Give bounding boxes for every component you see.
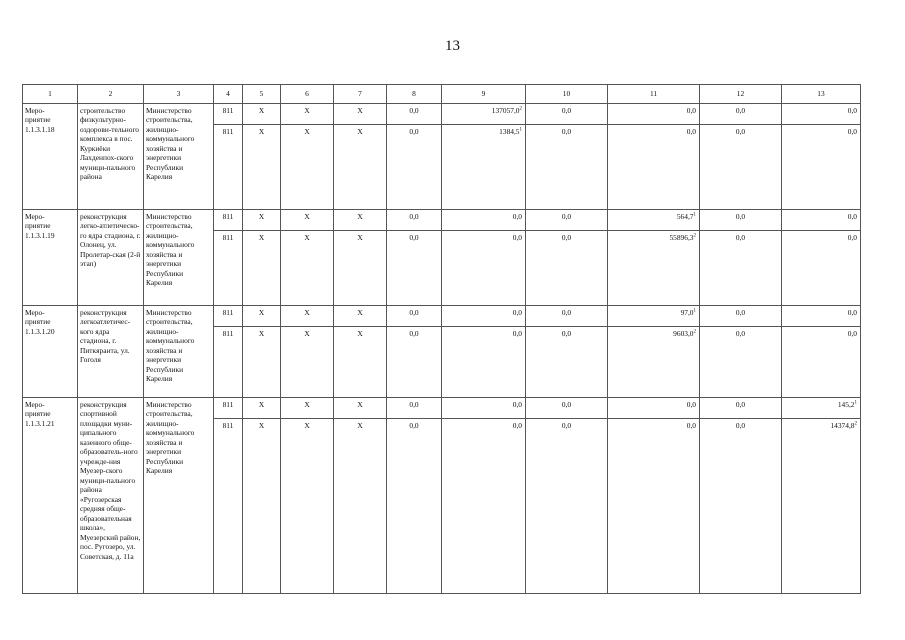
value-cell	[782, 306, 861, 327]
value-cell	[782, 125, 861, 210]
cell-value: 0,0	[561, 421, 572, 430]
x-cell	[281, 327, 334, 398]
cell-value: 0,0	[512, 308, 522, 317]
column-header: 1	[23, 85, 78, 104]
cell-value: 0,0	[735, 233, 746, 242]
cell-value: Х	[304, 400, 310, 409]
x-cell	[281, 306, 334, 327]
column-header: 10	[526, 85, 608, 104]
x-cell	[281, 398, 334, 419]
column-header: 11	[608, 85, 700, 104]
value-cell	[700, 306, 782, 327]
code-cell	[214, 210, 243, 231]
cell-value: Х	[258, 127, 265, 136]
cell-value: 0,0	[847, 329, 857, 338]
value-cell	[608, 306, 700, 327]
cell-value: Х	[304, 212, 310, 221]
column-header: 5	[243, 85, 281, 104]
cell-value: 564,7	[676, 212, 694, 221]
column-header: 6	[281, 85, 334, 104]
value-cell	[782, 419, 861, 594]
cell-value: 0,0	[409, 400, 419, 409]
column-header: 9	[442, 85, 526, 104]
value-cell	[782, 104, 861, 125]
object-cell: строительство физкультурно-оздорови-тельного комплекса в пос. Куркиёки Лахденпох-ского муници-пального района	[78, 104, 144, 210]
value-cell	[526, 104, 608, 125]
cell-value: 811	[222, 308, 234, 317]
cell-value: 0,0	[409, 127, 419, 136]
value-cell	[608, 104, 700, 125]
x-cell	[281, 231, 334, 306]
executor-cell: Министерство строительства, жилищно-коммунального хозяйства и энергетики Республики Карелия	[144, 398, 214, 594]
value-cell	[387, 327, 442, 398]
value-cell	[387, 210, 442, 231]
footnote-mark: 2	[693, 329, 696, 335]
value-cell	[526, 231, 608, 306]
footnote-mark: 1	[693, 308, 696, 314]
value-cell	[700, 419, 782, 594]
x-cell	[281, 125, 334, 210]
x-cell	[243, 125, 281, 210]
cell-value: 55896,3	[669, 233, 694, 242]
value-cell	[442, 231, 526, 306]
value-cell	[700, 231, 782, 306]
cell-value: Х	[258, 233, 265, 242]
cell-value: Х	[304, 421, 310, 430]
value-cell	[442, 104, 526, 125]
cell-value: Х	[258, 421, 265, 430]
value-cell	[387, 419, 442, 594]
footnote-mark: 2	[854, 421, 857, 427]
cell-value: 0,0	[561, 233, 572, 242]
value-cell	[526, 125, 608, 210]
cell-value: 0,0	[847, 127, 857, 136]
measure-cell: Меро- приятие 1.1.3.1.18	[23, 104, 78, 210]
cell-value: Х	[258, 400, 265, 409]
executor-cell: Министерство строительства, жилищно-коммунального хозяйства и энергетики Республики Карелия	[144, 104, 214, 210]
cell-value: Х	[357, 212, 363, 221]
executor-cell: Министерство строительства, жилищно-коммунального хозяйства и энергетики Республики Карелия	[144, 210, 214, 306]
value-cell	[700, 398, 782, 419]
cell-value: 0,0	[686, 400, 696, 409]
value-cell	[700, 104, 782, 125]
column-header: 4	[214, 85, 243, 104]
measure-cell: Меро- приятие 1.1.3.1.20	[23, 306, 78, 398]
column-number-row	[23, 85, 861, 104]
footnote-mark: 2	[519, 106, 522, 112]
value-cell	[387, 231, 442, 306]
table-row	[23, 104, 861, 125]
value-cell	[442, 210, 526, 231]
cell-value: 0,0	[409, 233, 419, 242]
value-cell	[442, 306, 526, 327]
cell-value: 0,0	[847, 212, 857, 221]
x-cell	[281, 210, 334, 231]
cell-value: 0,0	[735, 329, 746, 338]
value-cell	[782, 210, 861, 231]
cell-value: Х	[304, 233, 310, 242]
x-cell	[243, 327, 281, 398]
footnote-mark: 1	[519, 127, 522, 133]
value-cell	[700, 327, 782, 398]
code-cell	[214, 398, 243, 419]
cell-value: 0,0	[735, 308, 746, 317]
measure-cell: Меро- приятие 1.1.3.1.21	[23, 398, 78, 594]
object-cell: реконструкция спортивной площадки муни-ципального казенного обще-образователь-ного учрежде-ния Муезер-ского муници-пального района «Ругозерская средняя обще-образовательная школа», Муезерский район, пос. Ругозеро, ул. Советская, д. 11а	[78, 398, 144, 594]
cell-value: 0,0	[409, 421, 419, 430]
cell-value: 811	[222, 400, 234, 409]
cell-value: 0,0	[735, 127, 746, 136]
cell-value: Х	[258, 106, 265, 115]
cell-value: 0,0	[409, 212, 419, 221]
cell-value: 0,0	[686, 421, 696, 430]
cell-value: 0,0	[561, 212, 572, 221]
cell-value: Х	[357, 127, 363, 136]
cell-value: 0,0	[735, 212, 746, 221]
value-cell	[442, 419, 526, 594]
executor-cell: Министерство строительства, жилищно-коммунального хозяйства и энергетики Республики Карелия	[144, 306, 214, 398]
x-cell	[334, 125, 387, 210]
cell-value: Х	[357, 421, 363, 430]
cell-value: 811	[222, 106, 234, 115]
column-header: 8	[387, 85, 442, 104]
cell-value: 0,0	[512, 233, 522, 242]
table-row	[23, 210, 861, 231]
cell-value: Х	[304, 308, 310, 317]
value-cell	[782, 327, 861, 398]
x-cell	[334, 104, 387, 125]
cell-value: 0,0	[847, 308, 857, 317]
x-cell	[281, 419, 334, 594]
code-cell	[214, 327, 243, 398]
column-header: 12	[700, 85, 782, 104]
value-cell	[387, 398, 442, 419]
cell-value: 97,0	[680, 308, 694, 317]
column-header: 13	[782, 85, 861, 104]
table-row	[23, 306, 861, 327]
page-number: 13	[445, 38, 460, 54]
cell-value: 0,0	[686, 127, 696, 136]
object-cell: реконструкция легкоатлетичес-кого ядра стадиона, г. Питкяранта, ул. Гоголя	[78, 306, 144, 398]
x-cell	[243, 104, 281, 125]
cell-value: Х	[258, 308, 265, 317]
value-cell	[608, 327, 700, 398]
cell-value: Х	[357, 329, 363, 338]
object-cell: реконструкция легко-атлетическо-го ядра стадиона, г. Олонец, ул. Пролетар-ская (2-й этап)	[78, 210, 144, 306]
x-cell	[334, 419, 387, 594]
cell-value: Х	[304, 127, 310, 136]
x-cell	[334, 231, 387, 306]
x-cell	[243, 306, 281, 327]
value-cell	[387, 104, 442, 125]
value-cell	[387, 125, 442, 210]
cell-value: Х	[357, 106, 363, 115]
code-cell	[214, 125, 243, 210]
column-header: 3	[144, 85, 214, 104]
cell-value: Х	[357, 233, 363, 242]
cell-value: 811	[222, 421, 234, 430]
cell-value: 0,0	[686, 106, 696, 115]
code-cell	[214, 306, 243, 327]
cell-value: Х	[258, 212, 265, 221]
cell-value: 1384,5	[499, 127, 520, 136]
cell-value: 0,0	[512, 212, 522, 221]
value-cell	[526, 327, 608, 398]
value-cell	[526, 306, 608, 327]
cell-value: 0,0	[512, 421, 522, 430]
x-cell	[281, 104, 334, 125]
cell-value: 811	[222, 212, 234, 221]
measure-cell: Меро- приятие 1.1.3.1.19	[23, 210, 78, 306]
footnote-mark: 1	[854, 400, 857, 406]
table-row	[23, 398, 861, 419]
code-cell	[214, 104, 243, 125]
cell-value: 811	[222, 127, 234, 136]
cell-value: 0,0	[561, 329, 572, 338]
value-cell	[700, 210, 782, 231]
value-cell	[782, 398, 861, 419]
cell-value: 14374,8	[830, 421, 855, 430]
value-cell	[608, 125, 700, 210]
code-cell	[214, 231, 243, 306]
cell-value: 811	[222, 233, 234, 242]
cell-value: 0,0	[735, 421, 746, 430]
value-cell	[608, 398, 700, 419]
budget-table	[22, 84, 861, 594]
cell-value: 0,0	[847, 233, 857, 242]
x-cell	[334, 306, 387, 327]
cell-value: 811	[222, 329, 234, 338]
cell-value: Х	[357, 308, 363, 317]
cell-value: 0,0	[561, 400, 572, 409]
cell-value: Х	[258, 329, 265, 338]
x-cell	[334, 327, 387, 398]
x-cell	[334, 398, 387, 419]
x-cell	[334, 210, 387, 231]
value-cell	[526, 419, 608, 594]
cell-value: Х	[357, 400, 363, 409]
cell-value: 0,0	[847, 106, 857, 115]
cell-value: 0,0	[409, 329, 419, 338]
x-cell	[243, 398, 281, 419]
value-cell	[782, 231, 861, 306]
cell-value: 0,0	[735, 106, 746, 115]
cell-value: 0,0	[561, 127, 572, 136]
cell-value: 145,2	[837, 400, 855, 409]
cell-value: Х	[304, 106, 310, 115]
cell-value: 0,0	[512, 329, 522, 338]
value-cell	[608, 210, 700, 231]
footnote-mark: 1	[693, 212, 696, 218]
cell-value: 0,0	[561, 308, 572, 317]
column-header: 7	[334, 85, 387, 104]
cell-value: 0,0	[409, 308, 419, 317]
value-cell	[442, 327, 526, 398]
value-cell	[608, 231, 700, 306]
value-cell	[442, 398, 526, 419]
x-cell	[243, 419, 281, 594]
value-cell	[442, 125, 526, 210]
code-cell	[214, 419, 243, 594]
value-cell	[387, 306, 442, 327]
cell-value: 137057,0	[491, 106, 520, 115]
cell-value: 0,0	[409, 106, 419, 115]
value-cell	[608, 419, 700, 594]
cell-value: 0,0	[512, 400, 522, 409]
value-cell	[700, 125, 782, 210]
value-cell	[526, 210, 608, 231]
column-header: 2	[78, 85, 144, 104]
value-cell	[526, 398, 608, 419]
cell-value: 0,0	[735, 400, 746, 409]
x-cell	[243, 210, 281, 231]
cell-value: 9603,0	[673, 329, 694, 338]
x-cell	[243, 231, 281, 306]
cell-value: Х	[304, 329, 310, 338]
footnote-mark: 2	[693, 233, 696, 239]
cell-value: 0,0	[561, 106, 572, 115]
